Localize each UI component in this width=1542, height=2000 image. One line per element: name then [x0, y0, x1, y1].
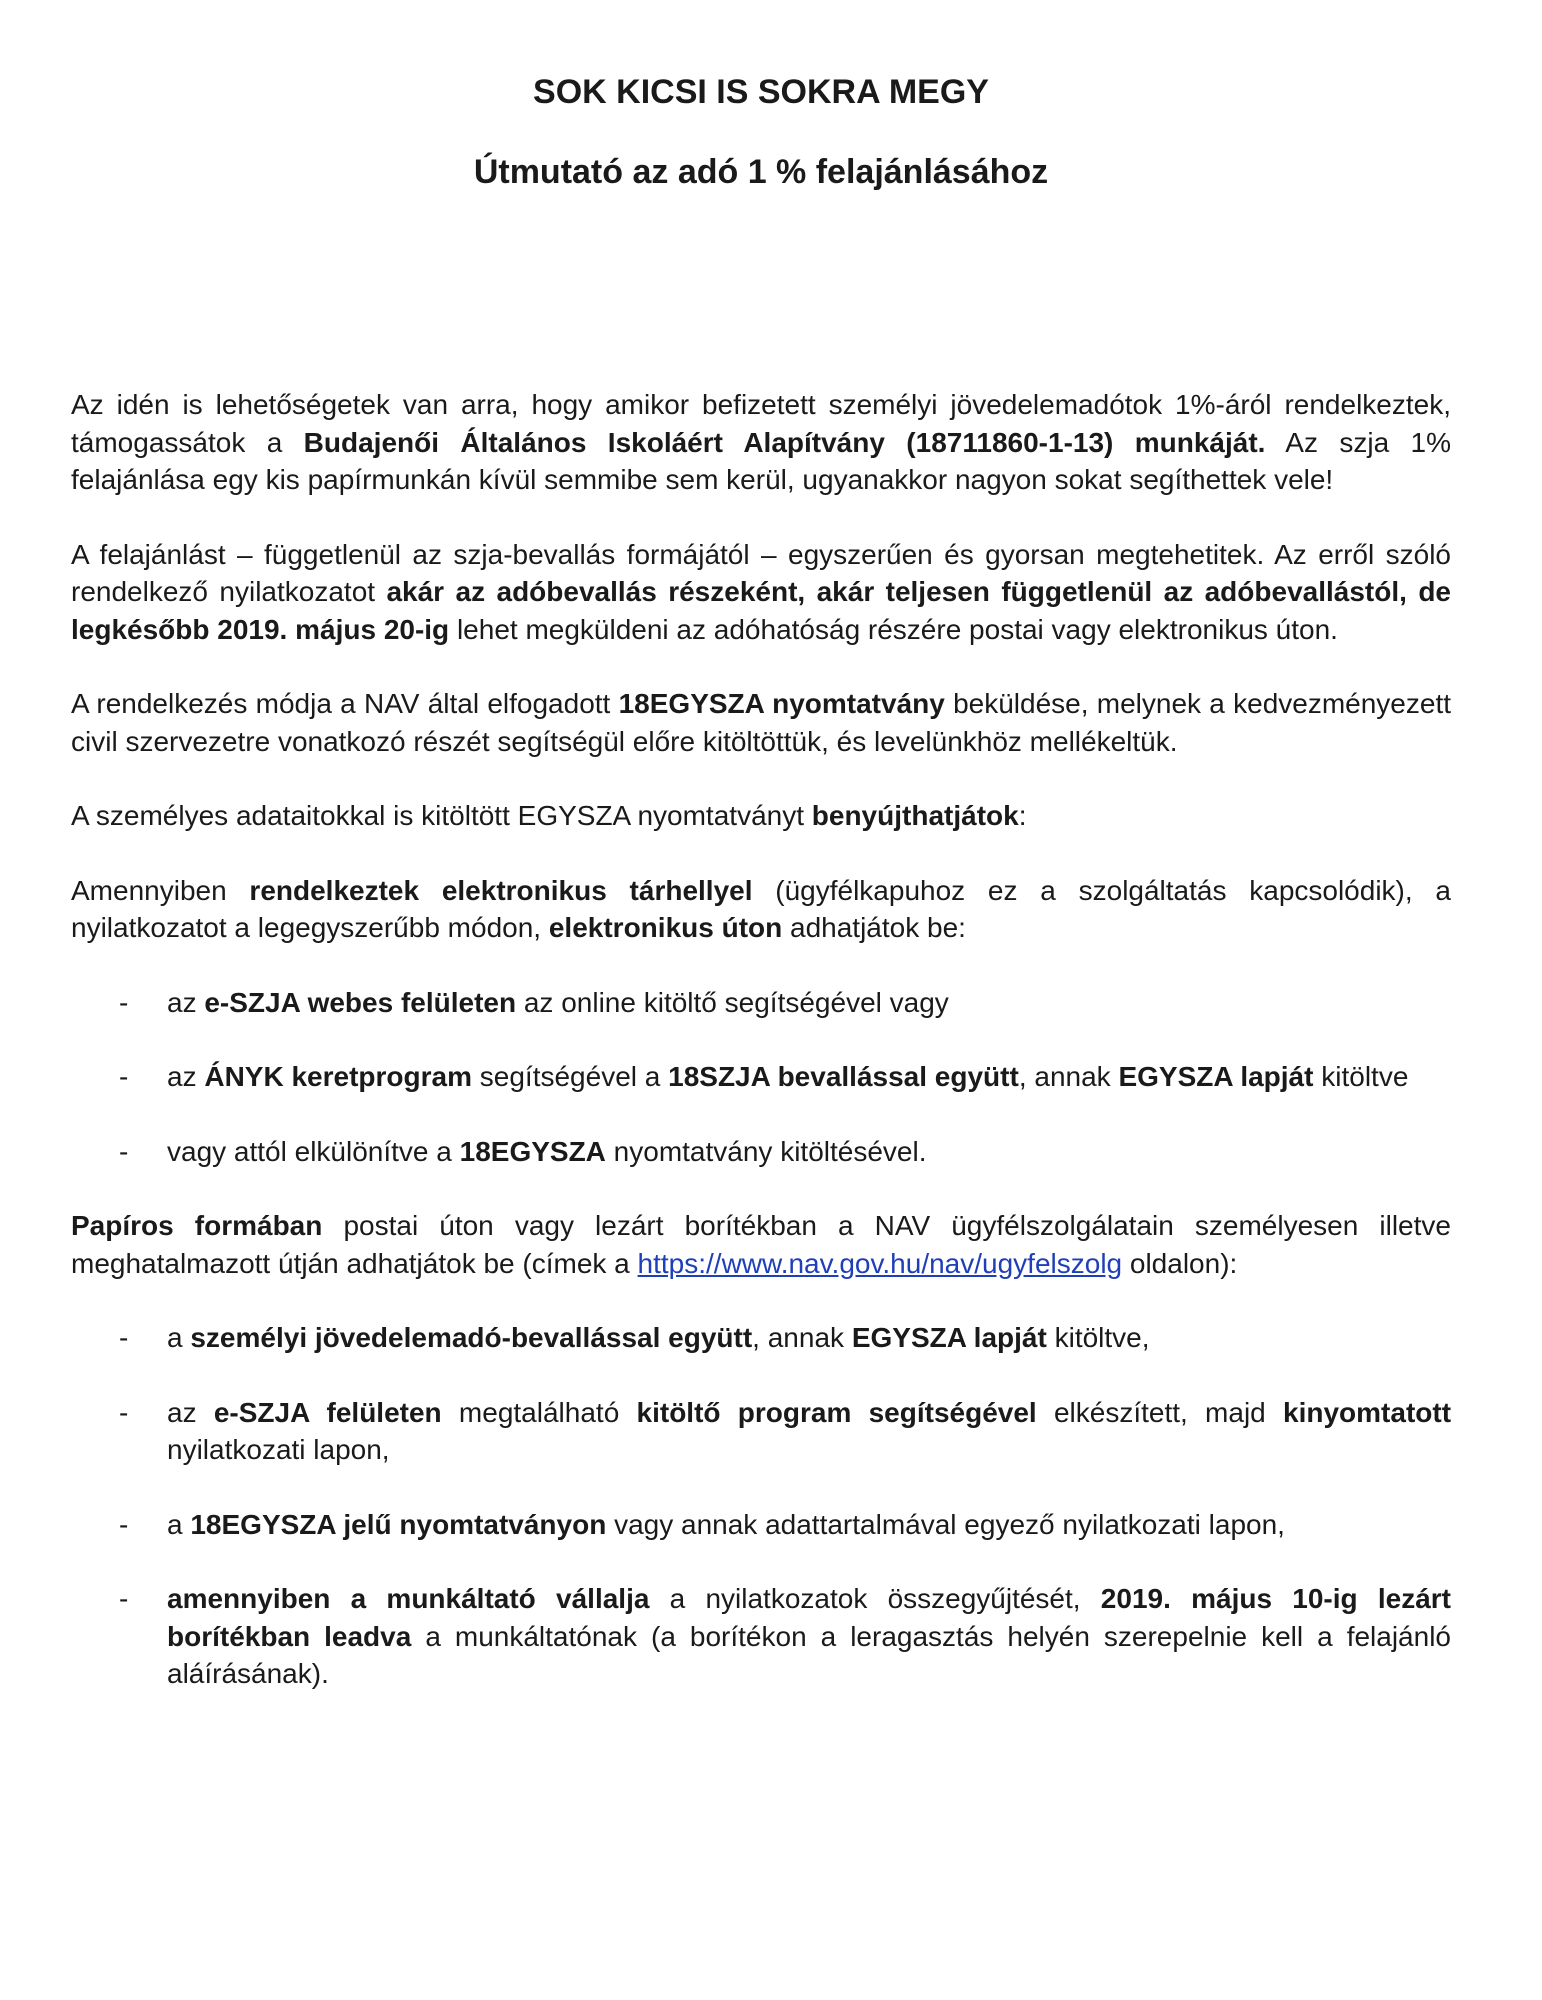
- document-subtitle: Útmutató az adó 1 % felajánlásához: [473, 153, 1049, 191]
- dash-bullet: -: [119, 1583, 129, 1614]
- text-run: , annak: [1018, 1061, 1119, 1092]
- text-run: Amennyiben: [71, 874, 250, 906]
- text-run: A felajánlást – függetlenül az szja-bevallás formájától – egyszerűen és gyorsan megtehetitek. Az erről szóló rendelkező nyilatkozatot: [71, 538, 1451, 607]
- foundation-name: Budajenői Általános Iskoláért Alapítvány (18711860-1-13) munkáját.: [303, 426, 1266, 458]
- text-run: (ügyfélkapuhoz ez a szolgáltatás kapcsolódik), a nyilatkozatot a legegyszerűbb módon,: [71, 874, 1451, 943]
- bold-run: e-SZJA felületen: [213, 1396, 442, 1428]
- bold-run: ÁNYK keretprogram: [204, 1061, 472, 1092]
- deadline-text: akár az adóbevallás részeként, akár teljesen függetlenül az adóbevallástól, de legkésőbb 2019. május 20-ig: [71, 576, 1451, 645]
- text-run: Az szja 1% felajánlása egy kis papírmunkán kívül semmibe sem kerül, ugyanakkor nagyon sokat segíthettek vele!: [71, 426, 1452, 495]
- list-item: [71, 1394, 1451, 1469]
- bold-run: 18SZJA bevallással együtt: [668, 1061, 1019, 1092]
- document-body: [71, 386, 1451, 1730]
- text-run: A személyes adataitokkal is kitöltött EGYSZA nyomtatványt: [71, 800, 812, 831]
- bold-run: kitöltő program segítségével: [636, 1396, 1037, 1428]
- bold-run: EGYSZA lapját: [851, 1322, 1047, 1353]
- text-run: lehet megküldeni az adóhatóság részére postai vagy elektronikus úton.: [449, 613, 1338, 645]
- text-run: nyilatkozati lapon,: [167, 1434, 390, 1465]
- bold-run: elektronikus úton: [548, 912, 783, 943]
- text-run: kitöltve: [1313, 1061, 1409, 1092]
- text-run: A rendelkezés módja a NAV által elfogadott: [71, 688, 619, 719]
- form-paragraph: [71, 685, 1451, 760]
- bold-run: EGYSZA lapját: [1118, 1061, 1314, 1092]
- electronic-paragraph: [71, 872, 1451, 947]
- text-run: a munkáltatónak (a borítékon a leragasztás helyén szerepelnie kell a felajánló aláírásának).: [167, 1620, 1451, 1689]
- paper-paragraph: [71, 1207, 1451, 1282]
- text-run: , annak: [752, 1322, 852, 1353]
- electronic-options-list: [71, 984, 1451, 1171]
- list-item: [71, 1058, 1451, 1096]
- paper-options-list: [71, 1319, 1451, 1693]
- bold-run: 18EGYSZA: [459, 1135, 606, 1167]
- text-run: adhatjátok be:: [782, 912, 966, 943]
- bold-run: rendelkeztek elektronikus tárhellyel: [249, 874, 753, 906]
- text-run: az online kitöltő segítségével vagy: [516, 986, 949, 1018]
- deadline-paragraph: [71, 536, 1451, 649]
- dash-bullet: -: [119, 986, 129, 1018]
- list-item: [71, 1580, 1451, 1693]
- text-run: az: [167, 986, 205, 1018]
- bold-run: személyi jövedelemadó-bevallással együtt: [190, 1322, 753, 1353]
- list-item: [71, 1133, 1451, 1171]
- list-item: [71, 984, 1451, 1022]
- text-run: a: [167, 1508, 191, 1540]
- list-item: [71, 1506, 1451, 1544]
- dash-bullet: -: [119, 1322, 129, 1353]
- bold-run: e-SZJA webes felületen: [204, 986, 517, 1018]
- text-run: beküldése, melynek a kedvezményezett civil szervezetre vonatkozó részét segítségül előre kitöltöttük, és levelünkhöz mellékeltük.: [71, 688, 1452, 757]
- dash-bullet: -: [119, 1396, 129, 1428]
- text-run: nyomtatvány kitöltésével.: [605, 1135, 927, 1167]
- dash-bullet: -: [119, 1135, 129, 1167]
- text-run: vagy attól elkülönítve a: [167, 1135, 460, 1167]
- intro-paragraph: [71, 386, 1451, 499]
- bold-run: Papíros formában: [71, 1210, 323, 1241]
- submission-intro: [71, 797, 1451, 835]
- text-run: a nyilatkozatok összegyűjtését,: [649, 1583, 1101, 1614]
- text-run: az: [167, 1396, 214, 1428]
- bold-run: 2019. május 10-ig lezárt borítékban leadva: [167, 1583, 1451, 1652]
- dash-bullet: -: [119, 1061, 129, 1092]
- text-run: kitöltve,: [1046, 1322, 1150, 1353]
- bold-run: kinyomtatott: [1283, 1396, 1452, 1428]
- text-run: elkészített, majd: [1036, 1396, 1284, 1428]
- list-item: [71, 1319, 1451, 1357]
- dash-bullet: -: [119, 1508, 129, 1540]
- document-title: SOK KICSI IS SOKRA MEGY: [533, 73, 989, 111]
- text-run: az: [167, 1061, 205, 1092]
- text-run: megtalálható: [441, 1396, 637, 1428]
- text-run: oldalon):: [1122, 1247, 1238, 1279]
- text-run: Az idén is lehetőségetek van arra, hogy amikor befizetett személyi jövedelemadótok 1%-áról rendelkeztek, támogassátok a: [71, 389, 1451, 458]
- text-run: a: [167, 1322, 191, 1353]
- bold-run: benyújthatjátok: [811, 800, 1019, 831]
- bold-run: 18EGYSZA jelű nyomtatványon: [190, 1508, 607, 1540]
- text-run: postai úton vagy lezárt borítékban a NAV ügyfélszolgálatain személyesen illetve meghatalmazott útján adhatjátok be (címek a: [71, 1210, 1451, 1279]
- text-run: segítségével a: [472, 1061, 669, 1092]
- form-name: 18EGYSZA nyomtatvány: [618, 688, 945, 719]
- text-run: vagy annak adattartalmával egyező nyilatkozati lapon,: [606, 1508, 1285, 1540]
- nav-link[interactable]: https://www.nav.gov.hu/nav/ugyfelszolg: [637, 1247, 1123, 1279]
- text-run: :: [1018, 800, 1027, 831]
- bold-run: amennyiben a munkáltató vállalja: [167, 1583, 650, 1614]
